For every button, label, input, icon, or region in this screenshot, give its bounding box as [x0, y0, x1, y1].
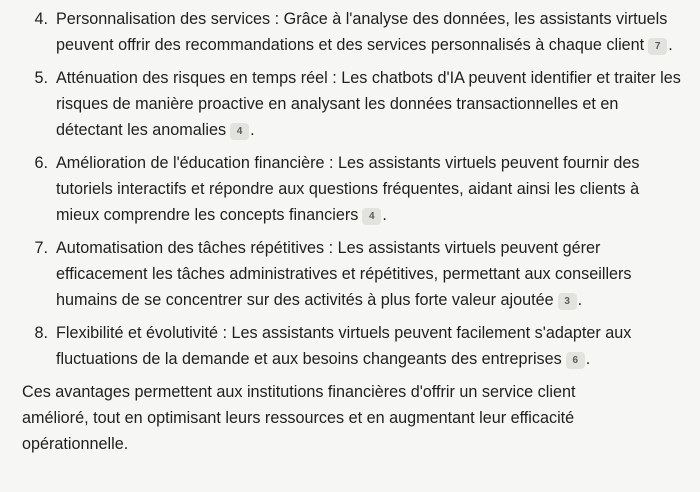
citation-badge[interactable]: 7: [648, 38, 667, 55]
list-item: [22, 320, 686, 372]
list-item-text: Flexibilité et évolutivité : Les assistants virtuels peuvent facilement s'adapter aux fluctuations de la demande et aux besoins changeants des entreprises: [56, 324, 632, 368]
citation-badge[interactable]: 4: [362, 208, 381, 225]
list-number: 5.: [34, 69, 48, 87]
list-item-end: .: [250, 121, 255, 139]
advantages-list: [22, 6, 686, 372]
list-number: 8.: [34, 324, 48, 342]
list-item-end: .: [585, 350, 591, 368]
list-item-text: Atténuation des risques en temps réel : Les chatbots d'IA peuvent identifier et traiter les risques de manière proactive en analysant les données transactionnelles et en détectant les anomalies: [56, 69, 681, 139]
list-item: [22, 150, 686, 228]
list-item: [22, 235, 686, 313]
list-item-text: Personnalisation des services : Grâce à l'analyse des données, les assistants virtuels peuvent offrir des recommandations et des services personnalisés à chaque client: [56, 10, 668, 54]
list-item-text: Automatisation des tâches répétitives : Les assistants virtuels peuvent gérer efficacement les tâches administratives et répétitives, permettant aux conseillers humains de se concentrer sur des activités à plus forte valeur ajoutée: [56, 239, 632, 309]
list-number: 4.: [34, 10, 48, 28]
list-item-text: Amélioration de l'éducation financière : Les assistants virtuels peuvent fournir des tutoriels interactifs et répondre aux questions fréquentes, aidant ainsi les clients à mieux comprendre les concepts financiers: [56, 154, 640, 224]
list-item-end: .: [382, 206, 387, 224]
citation-badge[interactable]: 6: [566, 352, 585, 369]
list-item-end: .: [668, 36, 673, 54]
citation-badge[interactable]: 4: [230, 123, 249, 140]
list-item: [22, 6, 686, 58]
list-number: 6.: [34, 154, 48, 172]
summary-paragraph: Ces avantages permettent aux institutions financières d'offrir un service client amélioré, tout en optimisant leurs ressources et en augmentant leur efficacité opérationnelle.: [22, 383, 576, 453]
citation-badge[interactable]: 3: [558, 293, 577, 310]
list-item: [22, 65, 686, 143]
list-number: 7.: [34, 239, 48, 257]
list-item-end: .: [577, 291, 583, 309]
